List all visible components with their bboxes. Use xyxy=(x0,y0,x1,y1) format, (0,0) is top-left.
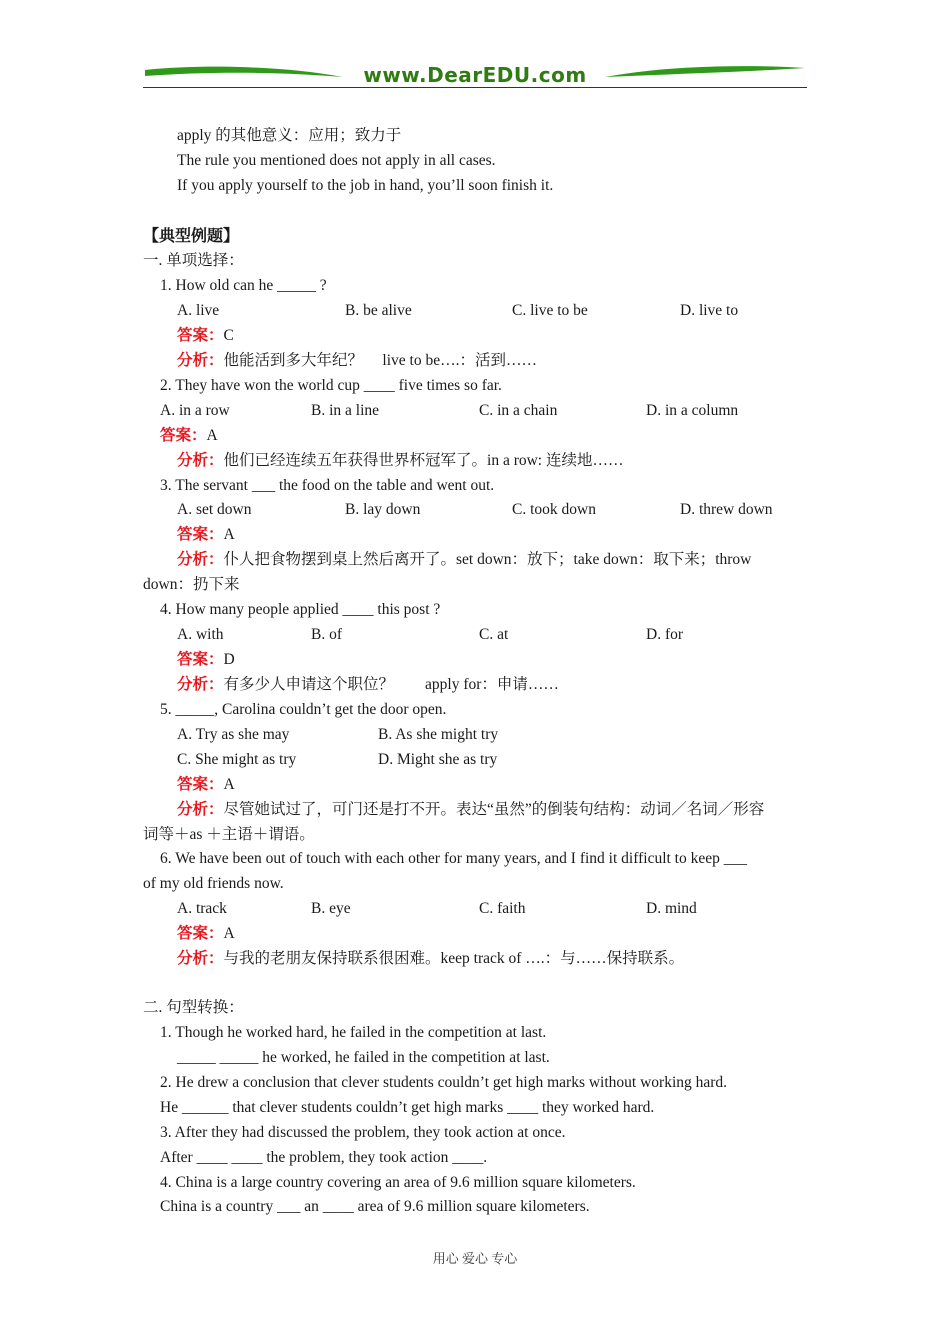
answer-row xyxy=(177,924,235,944)
question-stem: 5. _____, Carolina couldn’t get the door open. xyxy=(160,701,447,718)
option-d: D. live to xyxy=(680,302,739,319)
option-b: B. be alive xyxy=(345,302,412,319)
section-subtitle: 二. 句型转换： xyxy=(143,999,244,1016)
analysis-continuation: 词等＋as ＋主语＋谓语。 xyxy=(143,826,315,843)
answer-row xyxy=(177,525,235,545)
option-a: A. in a row xyxy=(160,402,230,419)
answer-row xyxy=(177,326,234,346)
answer-value: A xyxy=(223,776,235,793)
section-subtitle: 一. 单项选择： xyxy=(143,252,244,269)
answer-label: 答案： xyxy=(177,526,224,543)
analysis-row xyxy=(177,800,764,820)
answer-value: A xyxy=(206,427,218,444)
option-a: A. with xyxy=(177,626,224,643)
option-b: B. of xyxy=(311,626,342,643)
analysis-row xyxy=(177,550,751,570)
transform-item: 3. After they had discussed the problem, they took action at once. xyxy=(160,1124,566,1141)
option-a: A. track xyxy=(177,900,227,917)
intro-line: apply 的其他意义：应用；致力于 xyxy=(177,127,402,144)
transform-item: China is a country ___ an ____ area of 9.6 million square kilometers. xyxy=(160,1198,590,1215)
question-stem: 1. How old can he _____ ? xyxy=(160,277,327,294)
option-b: B. in a line xyxy=(311,402,380,419)
analysis-text: 他能活到多大年纪？ live to be….：活到…… xyxy=(223,352,537,369)
analysis-text: 与我的老朋友保持联系很困难。keep track of ….：与……保持联系。 xyxy=(223,950,685,967)
option-b: B. As she might try xyxy=(378,726,499,743)
question-stem: 2. They have won the world cup ____ five times so far. xyxy=(160,377,502,394)
analysis-text: 尽管她试过了，可门还是打不开。表达“虽然”的倒装句结构：动词／名词／形容 xyxy=(223,801,765,818)
header-rule xyxy=(143,87,807,88)
option-b: B. eye xyxy=(311,900,351,917)
question-stem: 4. How many people applied ____ this post ? xyxy=(160,601,441,618)
analysis-label: 分析： xyxy=(177,801,224,818)
transform-item: 4. China is a large country covering an area of 9.6 million square kilometers. xyxy=(160,1174,636,1191)
answer-row xyxy=(177,650,235,670)
option-a: A. set down xyxy=(177,501,252,518)
question-stem: 6. We have been out of touch with each other for many years, and I find it difficult to keep ___ xyxy=(160,850,748,867)
question-stem: 3. The servant ___ the food on the table and went out. xyxy=(160,477,495,494)
answer-label: 答案： xyxy=(177,776,224,793)
answer-label: 答案： xyxy=(160,427,207,444)
question-stem-continuation: of my old friends now. xyxy=(143,875,284,892)
answer-label: 答案： xyxy=(177,651,224,668)
analysis-label: 分析： xyxy=(177,352,224,369)
intro-line: If you apply yourself to the job in hand, you’ll soon finish it. xyxy=(177,177,554,194)
option-c: C. faith xyxy=(479,900,526,917)
analysis-row xyxy=(177,949,684,969)
analysis-label: 分析： xyxy=(177,676,224,693)
analysis-text: 他们已经连续五年获得世界杯冠军了。in a row: 连续地…… xyxy=(223,452,624,469)
section-title: 【典型例题】 xyxy=(143,226,240,245)
analysis-continuation: down：扔下来 xyxy=(143,576,240,593)
answer-value: D xyxy=(223,651,235,668)
answer-value: A xyxy=(223,925,235,942)
analysis-row xyxy=(177,451,624,471)
answer-label: 答案： xyxy=(177,327,224,344)
option-a: A. live xyxy=(177,302,220,319)
site-logo[interactable]: www.DearEDU.com xyxy=(363,63,587,87)
option-c: C. She might as try xyxy=(177,751,297,768)
option-c: C. in a chain xyxy=(479,402,558,419)
option-a: A. Try as she may xyxy=(177,726,290,743)
transform-item: 1. Though he worked hard, he failed in the competition at last. xyxy=(160,1024,547,1041)
intro-line: The rule you mentioned does not apply in all cases. xyxy=(177,152,496,169)
transform-item: He ______ that clever students couldn’t get high marks ____ they worked hard. xyxy=(160,1099,655,1116)
option-d: D. mind xyxy=(646,900,697,917)
page-footer: 用心 爱心 专心 xyxy=(432,1251,518,1266)
transform-item: _____ _____ he worked, he failed in the competition at last. xyxy=(177,1049,550,1066)
option-d: D. in a column xyxy=(646,402,739,419)
option-c: C. at xyxy=(479,626,509,643)
option-c: C. live to be xyxy=(512,302,588,319)
site-header xyxy=(143,62,807,92)
answer-value: A xyxy=(223,526,235,543)
analysis-label: 分析： xyxy=(177,950,224,967)
analysis-label: 分析： xyxy=(177,452,224,469)
option-c: C. took down xyxy=(512,501,596,518)
option-d: D. for xyxy=(646,626,684,643)
option-d: D. threw down xyxy=(680,501,773,518)
option-b: B. lay down xyxy=(345,501,421,518)
answer-row xyxy=(160,426,218,446)
transform-item: After ____ ____ the problem, they took action ____. xyxy=(160,1149,488,1166)
analysis-row xyxy=(177,351,537,371)
analysis-row xyxy=(177,675,559,695)
answer-row xyxy=(177,775,235,795)
option-d: D. Might she as try xyxy=(378,751,498,768)
transform-item: 2. He drew a conclusion that clever students couldn’t get high marks without working hard. xyxy=(160,1074,728,1091)
answer-label: 答案： xyxy=(177,925,224,942)
analysis-label: 分析： xyxy=(177,551,224,568)
analysis-text: 仆人把食物摆到桌上然后离开了。set down：放下；take down：取下来；throw xyxy=(223,551,752,568)
analysis-text: 有多少人申请这个职位？ apply for：申请…… xyxy=(223,676,559,693)
answer-value: C xyxy=(223,327,234,344)
